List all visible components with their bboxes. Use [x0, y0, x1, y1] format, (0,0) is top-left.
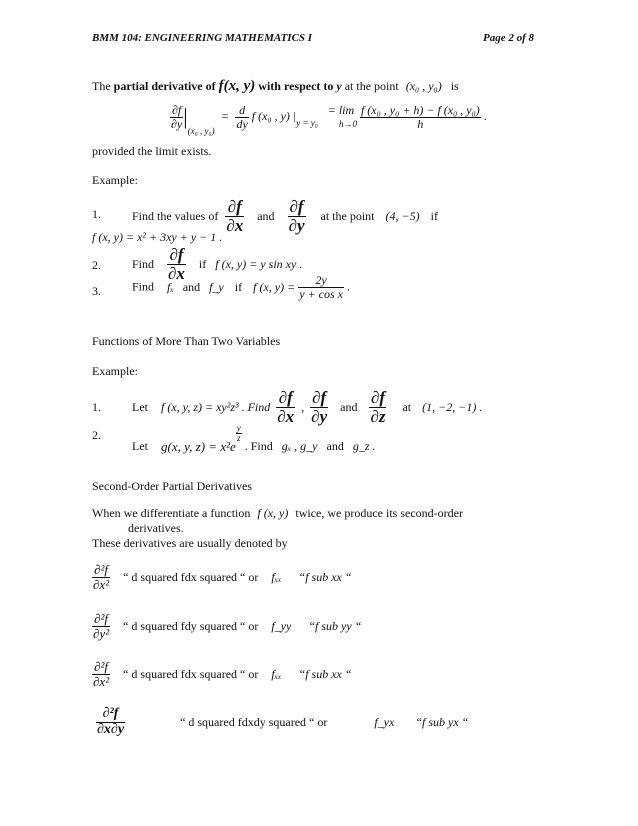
course-header: BMM 104: ENGINEERING MATHEMATICS I — [92, 32, 313, 44]
example1-item1: Find the values of $\frac{\partial f}{\partial x}$ and $\frac{\partial f}{\partial y}$ at the point (4, −5) if — [132, 197, 438, 235]
condition-text: provided the limit exists. — [92, 144, 212, 158]
page-number: Page 2 of 8 — [483, 32, 535, 44]
intro-line1: When we differentiate a function f (x, y) twice, we produce its second-order — [92, 506, 463, 520]
section-heading-more-variables: Functions of More Than Two Variables — [92, 334, 281, 348]
partial-derivative-formula: $\frac{\partial f}{\partial y}$ $|_{(x_0 , y_0)}$ = $\frac{d}{dy}$ f (x₀ , y) $|_{y = y_0} = \lim$ h→0 $\frac{\text{f (x₀ , y₀ + h) − f (x₀ , y₀)}}{h}$ . — [171, 103, 487, 136]
function-fxy: f(x, y) — [218, 78, 256, 94]
second-derivative-fraction: $\frac{\text{∂²f}}{\text{∂x²}}$ — [93, 659, 110, 689]
intro-line2: derivatives. — [128, 521, 184, 535]
example-heading-2: Example: — [92, 364, 138, 378]
example1-item1-num: 1. — [92, 207, 101, 221]
example1-item3-num: 3. — [92, 284, 101, 298]
example1-item3: Find fₓ and f_y if f (x, y) = $\frac{2y}{\text{y + cos x}}$ . — [132, 273, 350, 301]
example2-item1-num: 1. — [92, 400, 101, 414]
example1-item2-num: 2. — [92, 258, 101, 272]
intro-line3: These derivatives are usually denoted by — [92, 536, 288, 550]
notation-row-fxx-2: $\frac{\text{∂²f}}{\text{∂x²}}$ “ d squared fdx squared “ or fₓₓ “f sub xx “ — [93, 659, 352, 689]
second-derivative-fraction: $\frac{\text{∂²f}}{\text{∂y²}}$ — [93, 611, 110, 641]
example2-item1: Let f (x, y, z) = xy²z³ . Find $\frac{\partial f}{\partial x}$ , $\frac{\partial f}{\partial y}$ and $\frac{\partial f}{\partial z}$ at (1, −2, −1) . — [132, 388, 483, 426]
point-x0y0: (x₀ , y₀) — [405, 79, 442, 93]
notation-row-fyx: $\frac{\text{∂²f}}{\partial x\partial y}$ “ d squared fdxdy squared “ or f_yx “f sub yx “ — [97, 706, 469, 737]
example1-item2: Find $\frac{\partial f}{\partial x}$ if f (x, y) = y sin xy . — [132, 245, 303, 283]
example2-item2-num: 2. — [92, 428, 101, 442]
section-heading-second-order: Second-Order Partial Derivatives — [92, 479, 252, 493]
example-heading: Example: — [92, 173, 138, 187]
second-derivative-fraction: $\frac{\text{∂²f}}{\text{∂x²}}$ — [93, 562, 110, 592]
example1-item1-function: f (x, y) = x² + 3xy + y − 1 . — [92, 230, 223, 244]
notation-row-fyy: $\frac{\text{∂²f}}{\text{∂y²}}$ “ d squared fdy squared “ or f_yy “f sub yy “ — [93, 611, 362, 641]
mixed-derivative-fraction: $\frac{\text{∂²f}}{\partial x\partial y}$ — [97, 706, 125, 737]
definition-sentence: The partial derivative of f(x, y) with respect to y at the point (x₀ , y₀) is — [92, 78, 459, 94]
notation-row-fxx: $\frac{\text{∂²f}}{\text{∂x²}}$ “ d squared fdx squared “ or fₓₓ “f sub xx “ — [93, 562, 352, 592]
example2-item2: Let g(x, y, z) = x²e $\frac{y}{z}$ . Find gₓ , g_y and g_z . — [132, 423, 376, 454]
